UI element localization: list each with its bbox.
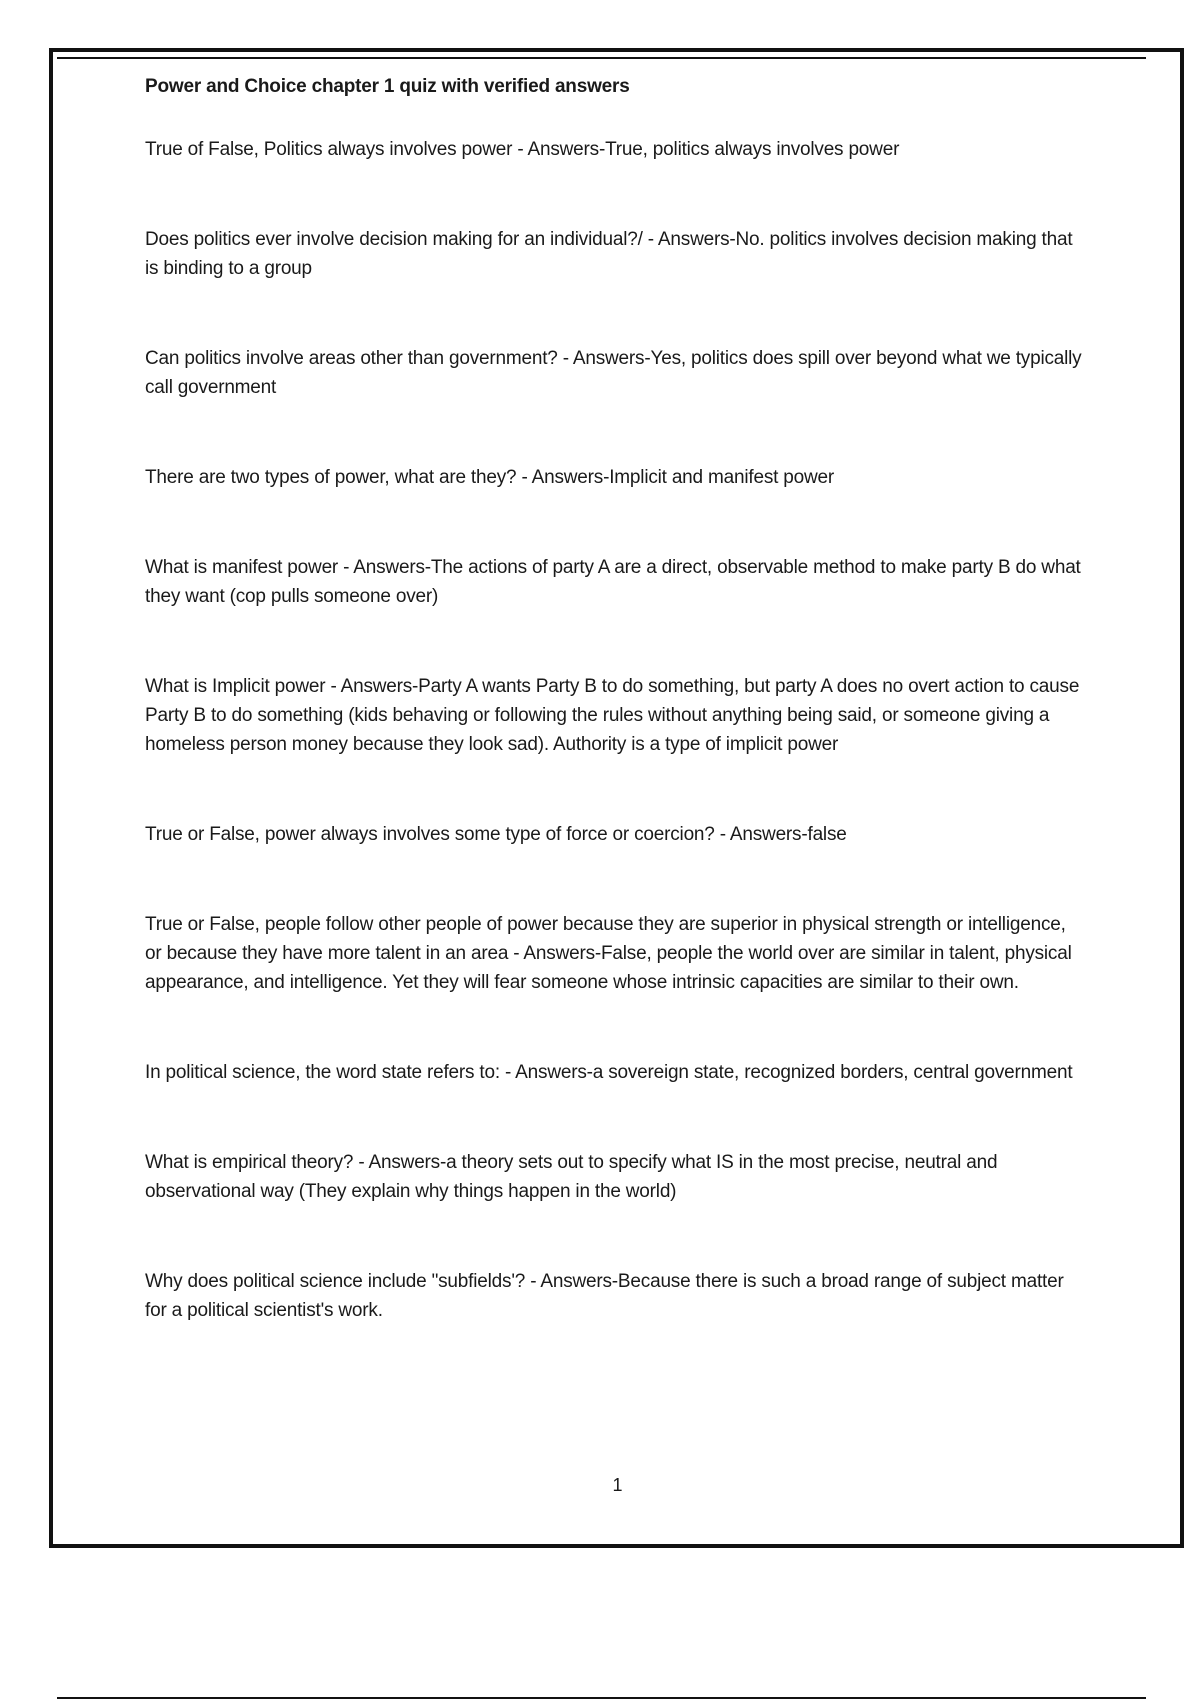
qa-item: In political science, the word state refers to: - Answers-a sovereign state, recognized borders, central government (145, 1062, 1073, 1083)
document-body (145, 72, 1085, 1386)
qa-item: What is Implicit power - Answers-Party A wants Party B to do something, but party A does no overt action to cause Party B to do something (kids behaving or following the rules without anything being said, or someone giving a homeless person money because they look sad). Authority is a type of implicit power (145, 676, 1080, 755)
qa-item: Does politics ever involve decision making for an individual?/ - Answers-No. politics involves decision making that is binding to a group (145, 229, 1073, 279)
page-number: 1 (612, 1475, 623, 1495)
qa-item: What is manifest power - Answers-The actions of party A are a direct, observable method to make party B do what they want (cop pulls someone over) (145, 557, 1081, 607)
qa-item: Can politics involve areas other than government? - Answers-Yes, politics does spill over beyond what we typically call government (145, 348, 1082, 398)
qa-item: Why does political science include "subfields'? - Answers-Because there is such a broad range of subject matter for a political scientist's work. (145, 1271, 1064, 1321)
bottom-divider (57, 1697, 1146, 1699)
top-divider (57, 57, 1146, 59)
qa-item: True or False, power always involves some type of force or coercion? - Answers-false (145, 824, 847, 845)
qa-item: True of False, Politics always involves power - Answers-True, politics always involves power (145, 139, 900, 160)
document-title: Power and Choice chapter 1 quiz with verified answers (145, 76, 630, 97)
qa-item: There are two types of power, what are they? - Answers-Implicit and manifest power (145, 467, 835, 488)
qa-item: True or False, people follow other people of power because they are superior in physical strength or intelligence, or because they have more talent in an area - Answers-False, people the world over are similar in talent, physical appearance, and intelligence. Yet they will fear someone whose intrinsic capacities are similar to their own. (145, 914, 1072, 993)
qa-item: What is empirical theory? - Answers-a theory sets out to specify what IS in the most precise, neutral and observational way (They explain why things happen in the world) (145, 1152, 998, 1202)
